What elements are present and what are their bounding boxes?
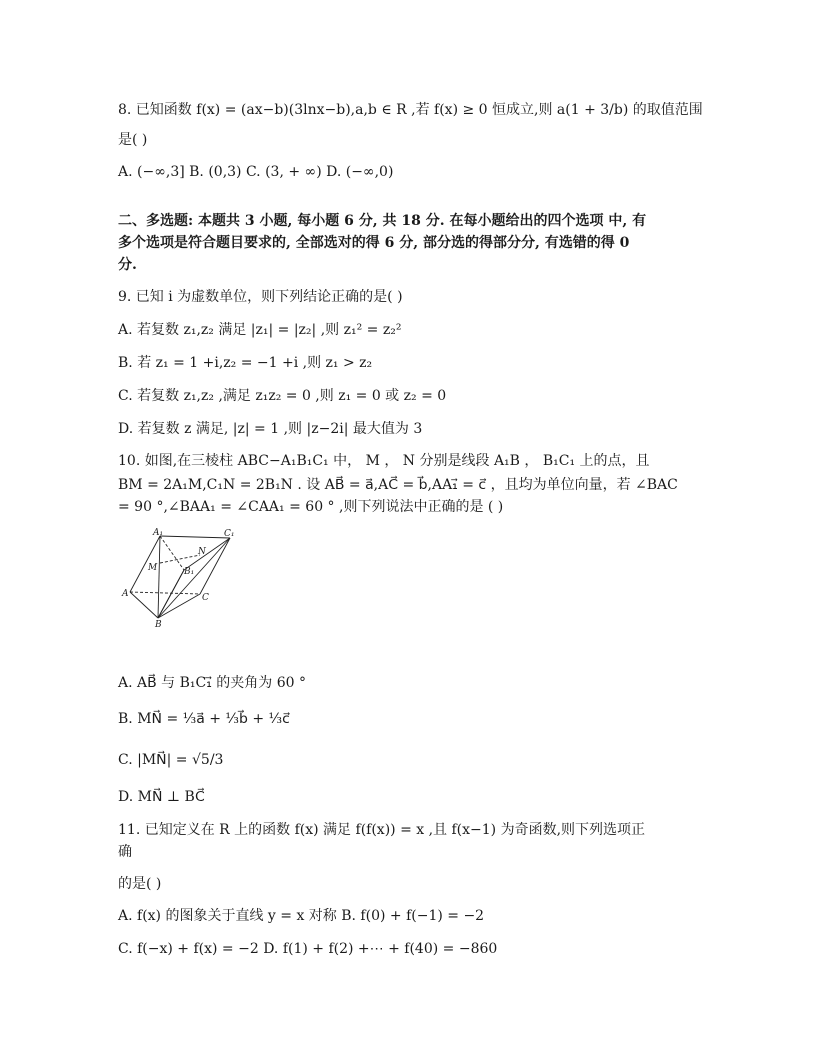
label-n: N [198, 547, 206, 557]
q8-options: A. (−∞,3] B. (0,3) C. (3, + ∞) D. (−∞,0) [118, 164, 394, 180]
label-m: M [148, 563, 158, 573]
triangular-prism-figure [118, 528, 248, 628]
q10-stem-line3: = 90 °,∠BAA₁ = ∠CAA₁ = 60 ° ,则下列说法中正确的是 ( ) [118, 499, 504, 515]
section2-line2: 多个选项是符合题目要求的, 全部选对的得 6 分, 部分选的得部分分, 有选错的得 0 [118, 235, 630, 251]
label-c1: C₁ [224, 529, 235, 539]
q10-option-d: D. MN⃗ ⊥ BC⃗ [118, 789, 205, 805]
q8-stem-line2: 是( ) [118, 132, 148, 148]
q11-stem-line3: 的是( ) [118, 876, 162, 892]
q10-option-b: B. MN⃗ = ⅓a⃗ + ⅓b⃗ + ⅓c⃗ [118, 711, 290, 727]
q10-option-a: A. AB⃗ 与 B₁C₁⃗ 的夹角为 60 ° [118, 675, 307, 691]
q8-stem-line1: 8. 已知函数 f(x) = (ax−b)(3lnx−b),a,b ∈ R ,若 f(x) ≥ 0 恒成立,则 a(1 + 3/b) 的取值范围 [118, 102, 703, 118]
q11-options-cd: C. f(−x) + f(x) = −2 D. f(1) + f(2) +⋯ + f(40) = −860 [118, 941, 498, 957]
label-b1: B₁ [184, 567, 195, 577]
q11-stem-line1: 11. 已知定义在 R 上的函数 f(x) 满足 f(f(x)) = x ,且 f(x−1) 为奇函数,则下列选项正 [118, 822, 646, 838]
prism-diagram [118, 528, 248, 628]
q9-option-c: C. 若复数 z₁,z₂ ,满足 z₁z₂ = 0 ,则 z₁ = 0 或 z₂ = 0 [118, 388, 447, 404]
label-c: C [202, 593, 209, 603]
q11-stem-line2: 确 [118, 844, 132, 860]
section2-line3: 分. [118, 257, 137, 273]
q9-option-a: A. 若复数 z₁,z₂ 满足 |z₁| = |z₂| ,则 z₁² = z₂² [118, 322, 402, 338]
q10-option-c: C. |MN⃗| = √5/3 [118, 752, 224, 768]
label-b: B [155, 620, 162, 628]
q9-option-b: B. 若 z₁ = 1 +i,z₂ = −1 +i ,则 z₁ > z₂ [118, 355, 373, 371]
q11-options-ab: A. f(x) 的图象关于直线 y = x 对称 B. f(0) + f(−1) = −2 [118, 908, 485, 924]
q10-stem-line1: 10. 如图,在三棱柱 ABC−A₁B₁C₁ 中， M ， N 分别是线段 A₁B ， B₁C₁ 上的点，且 [118, 453, 650, 469]
label-a1: A₁ [153, 528, 164, 538]
q9-stem: 9. 已知 i 为虚数单位，则下列结论正确的是( ) [118, 289, 403, 305]
q9-option-d: D. 若复数 z 满足, |z| = 1 ,则 |z−2i| 最大值为 3 [118, 421, 423, 437]
section2-line1: 二、多选题: 本题共 3 小题, 每小题 6 分, 共 18 分. 在每小题给出的四个选项 中, 有 [118, 213, 647, 229]
label-a: A [122, 589, 129, 599]
q10-stem-line2: BM = 2A₁M,C₁N = 2B₁N . 设 AB⃗ = a⃗,AC⃗ = b⃗,AA₁⃗ = c⃗ ，且均为单位向量，若 ∠BAC [118, 477, 678, 493]
